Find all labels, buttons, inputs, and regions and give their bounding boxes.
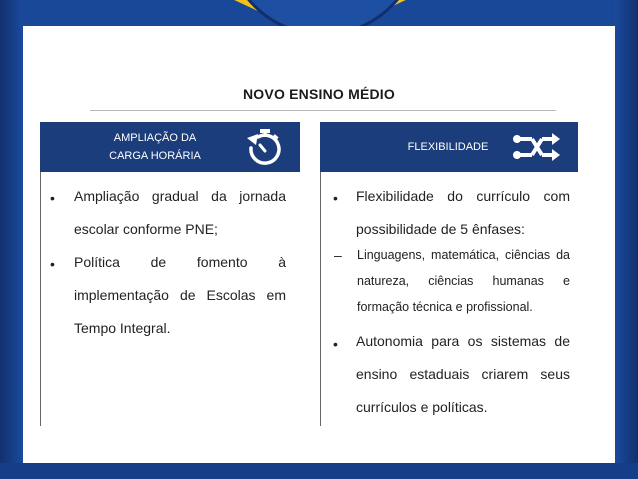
right-frame	[615, 0, 638, 479]
left-column-header	[40, 122, 300, 172]
right-bullet-1: Flexibilidade do currículo com possibilidade de 5 ênfases:	[356, 188, 570, 237]
stopwatch-icon	[243, 126, 287, 170]
flexibility-arrows-icon	[510, 132, 562, 162]
left-frame	[0, 0, 23, 479]
bullet-marker: •	[333, 336, 338, 352]
dash-marker: –	[334, 247, 342, 263]
left-bullet-1: Ampliação gradual da jornada escolar conforme PNE;	[74, 188, 286, 237]
top-decoration	[0, 0, 638, 26]
slide-title: NOVO ENSINO MÉDIO	[243, 86, 395, 102]
bottom-frame	[0, 463, 638, 479]
right-column-border	[320, 172, 321, 426]
right-header-label: FLEXIBILIDADE	[407, 141, 489, 153]
left-bullet-2: Política de fomento à implementação de Escolas em Tempo Integral.	[74, 254, 286, 336]
left-header-label: AMPLIAÇÃO DA CARGA HORÁRIA	[109, 132, 201, 162]
right-bullet-2: Autonomia para os sistemas de ensino estaduais criarem seus currículos e políticas.	[356, 333, 570, 415]
bullet-marker: •	[333, 190, 338, 206]
left-column-border	[40, 172, 41, 426]
blue-circle-shape	[225, 0, 421, 26]
title-divider	[90, 110, 556, 111]
bullet-marker: •	[50, 256, 55, 272]
bullet-marker: •	[50, 190, 55, 206]
right-sub-item: Linguagens, matemática, ciências da natureza, ciências humanas e formação técnica e profissional.	[357, 248, 570, 314]
right-column-header	[320, 122, 578, 172]
